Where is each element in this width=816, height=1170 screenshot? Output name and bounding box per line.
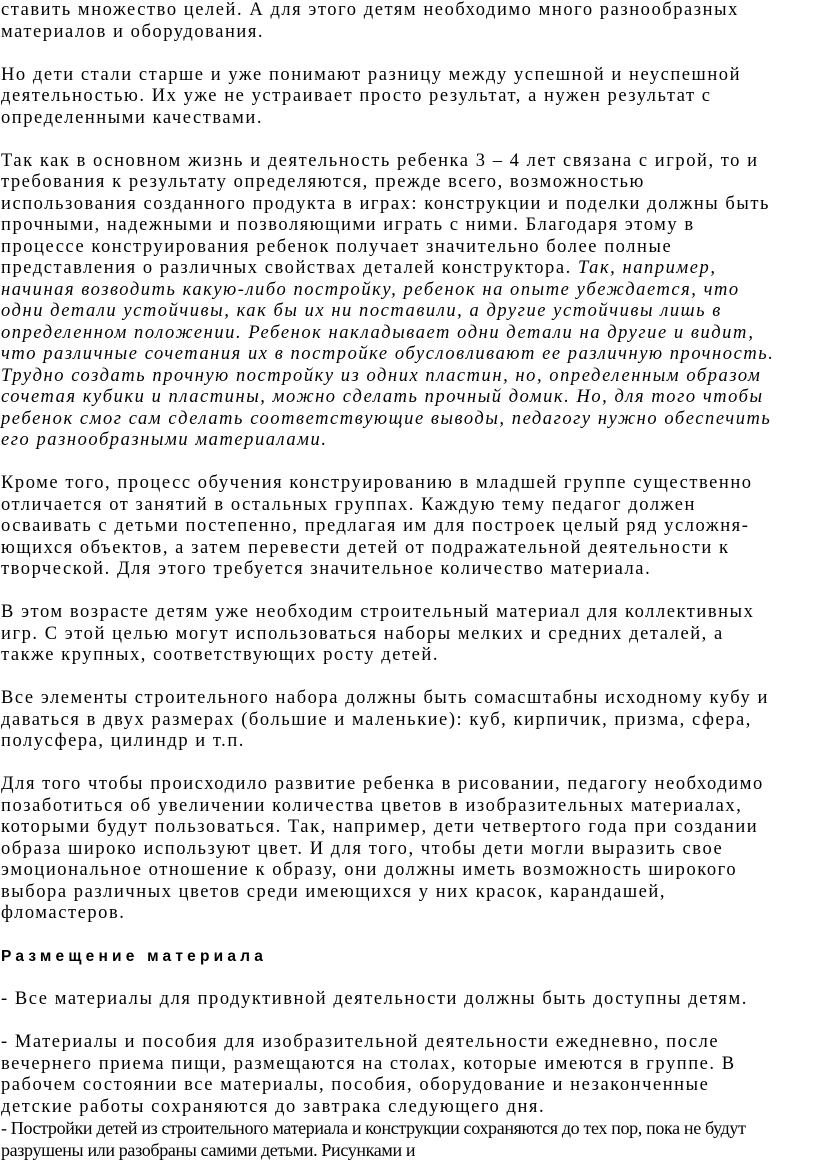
text-line: Для того чтобы происходило развитие ребенка в рисовании, педагогу необходимо [1,774,764,794]
paragraph-gap [1,667,816,689]
paragraph-gap [1,925,816,947]
text-line: деятельностью. Их уже не устраивает просто результат, а нужен результат с [1,86,712,106]
paragraph-5 [1,602,816,667]
text-line: прочными, надежными и позволяющими играть с ними. Благодаря этому в [1,215,695,235]
text-line: процессе конструирования ребенок получает значительно более полные [1,236,673,257]
text-line: ющихся объектов, а затем перевести детей от подражательной деятельности к [1,537,730,558]
italic-text-line: начиная возводить какую-либо постройку, ребенок на опыте убеждается, что [1,279,740,300]
text-line: В этом возрасте детям уже необходим строительный материал для коллективных [1,602,755,622]
text-line: образа широко используют цвет. И для того, чтобы дети могли выразить свое [1,838,724,859]
italic-text-segment: Так, например, [577,258,717,278]
text-line: рабочем состоянии все материалы, пособия, оборудование и незаконченные [1,1075,710,1095]
text-line: выбора различных цветов среди имеющихся у них красок, карандашей, [1,881,667,902]
text-line: полусфера, цилиндр и т.п. [1,731,245,751]
text-line: требования к результату определяются, прежде всего, возможностью [1,172,645,192]
text-segment: представления о различных свойствах деталей конструктора. [1,258,578,278]
text-line: материалов и оборудования. [1,21,265,42]
text-line: Но дети стали старше и уже понимают разницу между успешной и неуспешной [1,64,742,85]
paragraph-gap [1,1011,816,1033]
italic-text-line: сочетая кубики и пластины, можно сделать прочный домик. Но, для того чтобы [1,387,764,407]
list-item [1,1032,816,1118]
section-heading: Размещение материала [1,948,268,965]
text-line: отличается от занятий в остальных группах. Каждую тему педагог должен [1,494,696,515]
text-line: Так как в основном жизнь и деятельность ребенка 3 – 4 лет связана с игрой, то и [1,150,759,171]
paragraph-3 [1,151,816,452]
mixed-text-line [1,258,816,280]
paragraph-gap [1,968,816,990]
text-line: определенными качествами. [1,107,264,128]
italic-text-line: Трудно создать прочную постройку из одних пластин, но, определенным образом [1,365,762,386]
text-line: даваться в двух размерах (большие и маленькие): куб, кирпичик, призма, сфера, [1,709,752,730]
text-line: Все элементы строительного набора должны быть сомасштабны исходному кубу и [1,688,769,708]
paragraph-7 [1,774,816,925]
italic-text-line: ребенок смог сам сделать соответствующие выводы, педагогу нужно обеспечить [1,408,772,429]
italic-text-line: его разнообразными материалами. [1,430,328,450]
text-line: разрушены или разобраны самими детьми. Рисунками и [1,1139,416,1160]
text-line: фломастеров. [1,903,126,923]
text-line: осваивать с детьми постепенно, предлагая им для построек целый ряд усложня- [1,516,750,536]
paragraph-1 [1,0,816,43]
paragraph-gap [1,753,816,775]
text-line: творческой. Для этого требуется значительное количество материала. [1,559,652,579]
text-line: вечернего приема пищи, размещаются на столах, которые имеются в группе. В [1,1053,736,1074]
paragraph-gap [1,581,816,603]
text-line: эмоциональное отношение к образу, они должны иметь возможность широкого [1,860,738,880]
paragraph-gap [1,43,816,65]
paragraph-gap [1,129,816,151]
text-line: использования созданного продукта в играх: конструкции и поделки должны быть [1,193,770,214]
paragraph-4 [1,473,816,581]
paragraph-2 [1,65,816,130]
italic-text-line: одни детали устойчивы, как бы их ни поставили, а другие устойчивы лишь в [1,301,722,321]
list-item-final [1,1118,816,1161]
italic-text-line: что различные сочетания их в постройке обусловливают ее различную прочность. [1,344,775,364]
paragraph-gap [1,452,816,474]
list-item [1,989,816,1011]
text-line: - Постройки детей из строительного материала и конструкции сохраняются до тех пор, пока не будут [1,1118,746,1138]
text-line: игр. С этой целью могут использоваться наборы мелких и средних деталей, а [1,623,724,644]
text-line: которыми будут пользоваться. Так, например, дети четвертого года при создании [1,817,759,837]
text-line: - Материалы и пособия для изобразительной деятельности ежедневно, после [1,1032,720,1052]
paragraph-6 [1,688,816,753]
text-line: позаботиться об увеличении количества цветов в изобразительных материалах, [1,795,743,816]
italic-text-line: определенном положении. Ребенок накладывает одни детали на другие и видит, [1,322,755,343]
text-line: ставить множество целей. А для этого детям необходимо много разнообразных [1,0,739,20]
text-line: Кроме того, процесс обучения конструированию в младшей группе существенно [1,473,753,493]
text-line: - Все материалы для продуктивной деятельности должны быть доступны детям. [1,989,748,1009]
text-line: также крупных, соответствующих росту детей. [1,645,440,665]
text-line: детские работы сохраняются до завтрака следующего дня. [1,1096,546,1117]
